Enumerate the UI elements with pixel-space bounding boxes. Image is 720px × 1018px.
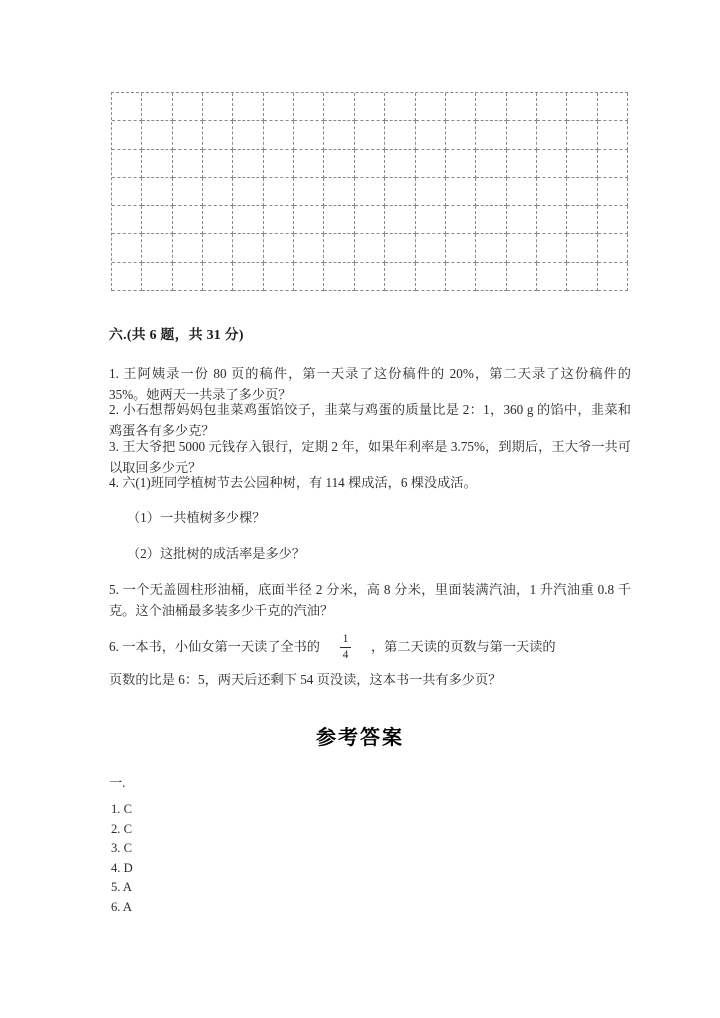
grid-cell[interactable] [173, 121, 203, 149]
answers-group-label: 一. [109, 775, 126, 790]
grid-cell[interactable] [446, 93, 476, 121]
grid-cell[interactable] [567, 178, 597, 206]
grid-cell[interactable] [476, 121, 506, 149]
grid-cell[interactable] [112, 150, 142, 178]
grid-cell[interactable] [567, 150, 597, 178]
grid-cell[interactable] [142, 150, 172, 178]
grid-cell[interactable] [203, 150, 233, 178]
grid-cell[interactable] [173, 93, 203, 121]
answers-list [111, 800, 133, 917]
grid-cell[interactable] [264, 263, 294, 291]
grid-cell[interactable] [416, 150, 446, 178]
grid-cell[interactable] [173, 234, 203, 262]
grid-cell[interactable] [355, 178, 385, 206]
grid-cell[interactable] [173, 206, 203, 234]
question-6-text-before-fraction: 6. 一本书，小仙女第一天读了全书的 [109, 639, 320, 655]
grid-cell[interactable] [324, 206, 354, 234]
grid-cell[interactable] [598, 121, 628, 149]
grid-cell[interactable] [476, 206, 506, 234]
question-6-text-after-fraction: ，第二天读的页数与第一天读的 [371, 639, 556, 655]
grid-cell[interactable] [112, 121, 142, 149]
grid-cell[interactable] [324, 234, 354, 262]
grid-cell[interactable] [446, 178, 476, 206]
grid-cell[interactable] [142, 206, 172, 234]
grid-cell[interactable] [598, 93, 628, 121]
grid-cell[interactable] [416, 121, 446, 149]
section-heading-six: 六.(共 6 题，共 31 分) [109, 327, 244, 342]
grid-cell[interactable] [507, 263, 537, 291]
question-4-sub-1: （1）一共植树多少棵？ [127, 510, 266, 525]
fraction-bar [340, 647, 351, 648]
question-4-sub-2: （2）这批树的成活率是多少？ [127, 546, 306, 561]
grid-cell[interactable] [416, 263, 446, 291]
grid-cell[interactable] [203, 234, 233, 262]
answer-item: 4. D [111, 860, 133, 875]
grid-cell[interactable] [446, 234, 476, 262]
grid-cell[interactable] [203, 93, 233, 121]
grid-cell[interactable] [416, 206, 446, 234]
grid-cell[interactable] [537, 178, 567, 206]
grid-cell[interactable] [385, 263, 415, 291]
grid-cell[interactable] [476, 93, 506, 121]
grid-cell[interactable] [142, 178, 172, 206]
grid-cell[interactable] [294, 121, 324, 149]
grid-cell[interactable] [142, 234, 172, 262]
grid-cell[interactable] [446, 206, 476, 234]
grid-cell[interactable] [416, 234, 446, 262]
grid-cell[interactable] [507, 234, 537, 262]
grid-cell[interactable] [446, 121, 476, 149]
question-5: 5. 一个无盖圆柱形油桶，底面半径 2 分米，高 8 分米，里面装满汽油，1 升汽油重 0.8 千克。这个油桶最多装多少千克的汽油？ [109, 582, 631, 618]
grid-cell[interactable] [203, 263, 233, 291]
grid-cell[interactable] [537, 150, 567, 178]
grid-cell[interactable] [446, 150, 476, 178]
answer-item: 5. A [111, 880, 132, 894]
grid-cell[interactable] [537, 263, 567, 291]
grid-cell[interactable] [355, 234, 385, 262]
grid-cell[interactable] [598, 234, 628, 262]
grid-cell[interactable] [355, 93, 385, 121]
grid-cell[interactable] [567, 263, 597, 291]
grid-cell[interactable] [476, 263, 506, 291]
grid-cell[interactable] [537, 93, 567, 121]
grid-cell[interactable] [294, 178, 324, 206]
grid-cell[interactable] [294, 93, 324, 121]
grid-cell[interactable] [507, 150, 537, 178]
grid-cell[interactable] [173, 263, 203, 291]
grid-cell[interactable] [324, 121, 354, 149]
question-4: 4. 六(1)班同学植树节去公园种树，有 114 棵成活，6 棵没成活。 [109, 475, 477, 490]
grid-cell[interactable] [264, 121, 294, 149]
grid-cell[interactable] [537, 234, 567, 262]
fraction-numerator: 1 [342, 633, 349, 645]
grid-cell[interactable] [264, 178, 294, 206]
grid-cell[interactable] [385, 121, 415, 149]
grid-cell[interactable] [385, 206, 415, 234]
grid-cell[interactable] [173, 150, 203, 178]
grid-cell[interactable] [446, 263, 476, 291]
grid-cell[interactable] [355, 121, 385, 149]
reference-answers-title: 参考答案 [316, 727, 404, 749]
grid-cell[interactable] [598, 206, 628, 234]
grid-cell[interactable] [264, 234, 294, 262]
grid-cell[interactable] [567, 121, 597, 149]
grid-cell[interactable] [567, 206, 597, 234]
grid-cell[interactable] [476, 150, 506, 178]
grid-cell[interactable] [355, 263, 385, 291]
grid-cell[interactable] [112, 234, 142, 262]
grid-cell[interactable] [324, 263, 354, 291]
grid-cell[interactable] [355, 150, 385, 178]
grid-cell[interactable] [203, 206, 233, 234]
grid-cell[interactable] [385, 234, 415, 262]
grid-cell[interactable] [112, 93, 142, 121]
grid-cell[interactable] [385, 93, 415, 121]
grid-cell[interactable] [507, 206, 537, 234]
grid-cell[interactable] [567, 234, 597, 262]
fraction-denominator: 4 [342, 648, 349, 661]
grid-cell[interactable] [507, 121, 537, 149]
grid-cell[interactable] [142, 263, 172, 291]
question-2: 2. 小石想帮妈妈包韭菜鸡蛋馅饺子，韭菜与鸡蛋的质量比是 2：1，360 g 的馅中，韭菜和鸡蛋各有多少克？ [109, 402, 631, 438]
grid-cell[interactable] [142, 93, 172, 121]
grid-cell[interactable] [324, 93, 354, 121]
grid-cell[interactable] [598, 263, 628, 291]
grid-cell[interactable] [112, 178, 142, 206]
question-1: 1. 王阿姨录一份 80 页的稿件，第一天录了这份稿件的 20%，第二天录了这份稿件的 35%。她两天一共录了多少页？ [109, 366, 631, 402]
grid-cell[interactable] [507, 178, 537, 206]
grid-cell[interactable] [112, 263, 142, 291]
grid-cell[interactable] [416, 93, 446, 121]
writing-grid[interactable] [111, 92, 628, 291]
grid-cell[interactable] [233, 206, 263, 234]
answer-item: 1. C [111, 802, 132, 816]
grid-cell[interactable] [203, 121, 233, 149]
grid-cell[interactable] [416, 178, 446, 206]
grid-cell[interactable] [142, 121, 172, 149]
grid-cell[interactable] [598, 178, 628, 206]
grid-cell[interactable] [537, 121, 567, 149]
grid-cell[interactable] [233, 234, 263, 262]
grid-cell[interactable] [476, 178, 506, 206]
grid-cell[interactable] [537, 206, 567, 234]
grid-cell[interactable] [233, 178, 263, 206]
grid-cell[interactable] [355, 206, 385, 234]
fraction-one-quarter [340, 633, 351, 661]
grid-cell[interactable] [598, 150, 628, 178]
grid-cell[interactable] [385, 178, 415, 206]
grid-cell[interactable] [294, 206, 324, 234]
grid-cell[interactable] [567, 93, 597, 121]
grid-cell[interactable] [264, 93, 294, 121]
grid-cell[interactable] [294, 263, 324, 291]
grid-cell[interactable] [324, 178, 354, 206]
answer-item: 2. C [111, 821, 132, 836]
question-3: 3. 王大爷把 5000 元钱存入银行，定期 2 年，如果年利率是 3.75%，到期后，王大爷一共可以取回多少元？ [109, 439, 631, 475]
grid-cell[interactable] [264, 206, 294, 234]
grid-cell[interactable] [476, 234, 506, 262]
grid-cell[interactable] [324, 150, 354, 178]
grid-cell[interactable] [233, 263, 263, 291]
grid-cell[interactable] [233, 150, 263, 178]
grid-cell[interactable] [203, 178, 233, 206]
grid-cell[interactable] [112, 206, 142, 234]
grid-cell[interactable] [173, 178, 203, 206]
grid-cell[interactable] [233, 121, 263, 149]
question-6-line-2: 页数的比是 6：5，两天后还剩下 54 页没读，这本书一共有多少页？ [109, 672, 502, 687]
grid-cell[interactable] [385, 150, 415, 178]
grid-cell[interactable] [294, 150, 324, 178]
grid-cell[interactable] [233, 93, 263, 121]
answer-item: 6. A [111, 899, 132, 914]
grid-cell[interactable] [294, 234, 324, 262]
question-6-line-1 [109, 634, 631, 662]
grid-cell[interactable] [507, 93, 537, 121]
answer-item: 3. C [111, 841, 132, 855]
grid-cell[interactable] [264, 150, 294, 178]
